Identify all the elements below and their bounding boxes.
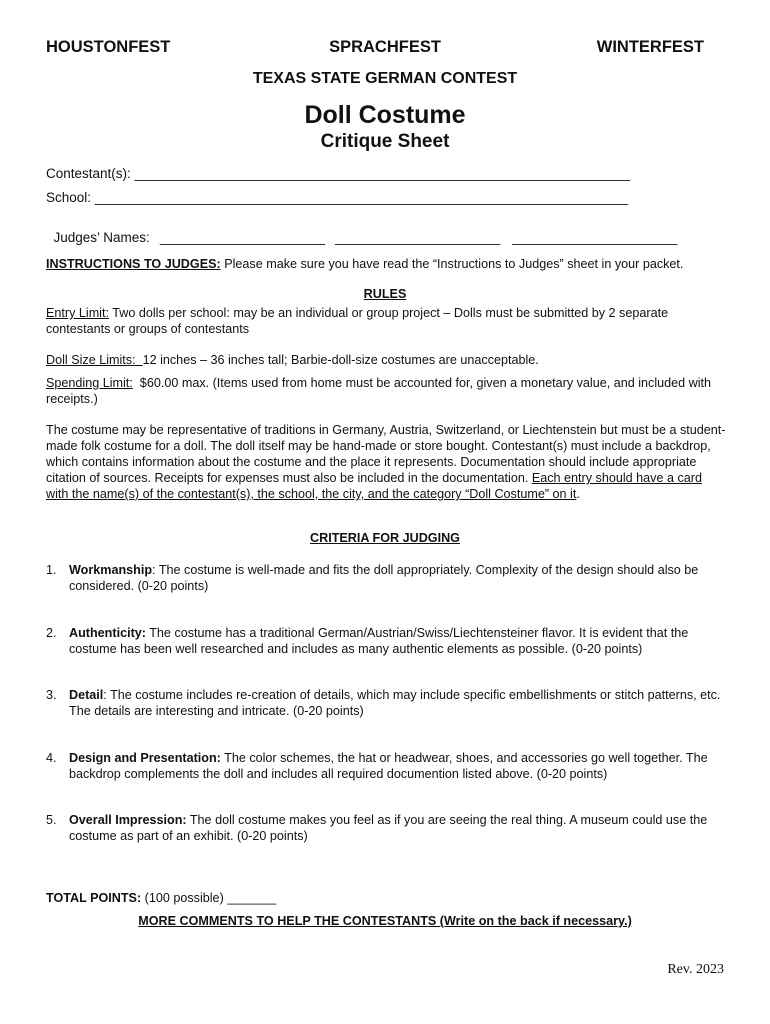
contestants-field[interactable]: Contestant(s): __________________________________________________________________ <box>46 166 631 181</box>
instructions-label: INSTRUCTIONS TO JUDGES: <box>46 257 221 271</box>
school-field[interactable]: School: _______________________________________________________________________ <box>46 190 628 205</box>
page-title: Doll Costume <box>304 101 466 129</box>
header-winterfest: WINTERFEST <box>596 38 704 56</box>
criterion-number: 5. <box>46 813 57 827</box>
rules-description <box>46 422 726 502</box>
header-sprachfest: SPRACHFEST <box>329 38 441 56</box>
criterion-label: Detail <box>69 688 104 702</box>
criterion-text: : The costume includes re-creation of details, which may include specific embellishments or stitch patterns, etc. The details are interesting and intricate. (0-20 points) <box>69 688 721 718</box>
criterion-detail <box>46 687 726 719</box>
judges-names-label: Judges’ Names: <box>53 230 150 245</box>
criterion-label: Authenticity: <box>69 626 146 640</box>
criterion-overall-impression <box>46 812 726 844</box>
entry-limit-label: Entry Limit: <box>46 306 109 320</box>
contest-name: TEXAS STATE GERMAN CONTEST <box>252 70 518 87</box>
rules-heading: RULES <box>363 287 407 301</box>
revision-label: Rev. 2023 <box>667 962 724 977</box>
total-points-field[interactable]: (100 possible) _______ <box>141 891 277 905</box>
spending-limit-label: Spending Limit: <box>46 376 133 390</box>
header-houstonfest: HOUSTONFEST <box>46 38 171 56</box>
rules-description-text: The costume may be representative of traditions in Germany, Austria, Switzerland, or Liechtenstein but must be a student-made folk costume for a doll. The doll itself may be hand-made or store bought. Contestant(s) must include a backdrop, which contains information about the costume and the place it represents. Documentation should include appropriate citation of sources. Receipts for expenses must also be included in the documentation. <box>46 423 726 485</box>
criterion-workmanship <box>46 562 726 594</box>
instructions-text: Please make sure you have read the “Instructions to Judges” sheet in your packet. <box>220 257 684 271</box>
judge-line-2[interactable]: ______________________ <box>335 230 501 245</box>
criterion-text: The costume has a traditional German/Austrian/Swiss/Liechtensteiner flavor. It is evident that the costume has been well researched and includes as many authentic elements as possible. (0-20 points) <box>69 626 689 656</box>
criterion-label: Overall Impression: <box>69 813 187 827</box>
size-limits-text: 12 inches – 36 inches tall; Barbie-doll-size costumes are unacceptable. <box>142 353 539 367</box>
spending-limit-text: $60.00 max. (Items used from home must be accounted for, given a monetary value, and included with receipts.) <box>46 376 715 406</box>
entry-limit <box>46 305 726 337</box>
size-limits-label: Doll Size Limits: <box>46 353 143 367</box>
total-points <box>46 890 726 906</box>
judges-names-row <box>46 215 677 245</box>
card-requirement-end: . <box>576 487 580 501</box>
criterion-text: : The costume is well-made and fits the doll appropriately. Complexity of the design should also be considered. (0-20 points) <box>69 563 699 593</box>
criterion-number: 4. <box>46 751 57 765</box>
entry-limit-text: Two dolls per school: may be an individual or group project – Dolls must be submitted by 2 separate contestants or groups of contestants <box>46 306 669 336</box>
criteria-heading: CRITERIA FOR JUDGING <box>310 531 460 545</box>
judge-line-1[interactable]: ______________________ <box>159 230 325 245</box>
doll-size-limits <box>46 352 726 368</box>
spending-limit <box>46 375 726 407</box>
criterion-number: 1. <box>46 563 57 577</box>
criterion-label: Design and Presentation: <box>69 751 221 765</box>
criterion-authenticity <box>46 625 726 657</box>
criterion-number: 2. <box>46 626 57 640</box>
criterion-number: 3. <box>46 688 57 702</box>
page-subtitle: Critique Sheet <box>320 131 450 152</box>
card-requirement: Each entry should have a card with the name(s) of the contestant(s), the school, the city, and the category “Doll Costume” on it <box>46 471 702 501</box>
criterion-text: The color schemes, the hat or headwear, shoes, and accessories go well together. The backdrop complements the doll and includes all required documention listed above. (0-20 points) <box>69 751 708 781</box>
instructions-to-judges <box>46 256 726 272</box>
criterion-label: Workmanship <box>69 563 153 577</box>
total-points-label: TOTAL POINTS: <box>46 891 142 905</box>
criterion-design-presentation <box>46 750 726 782</box>
criterion-text: The doll costume makes you feel as if you are seeing the real thing. A museum could use the costume as part of an exhibit. (0-20 points) <box>69 813 708 843</box>
judge-line-3[interactable]: ______________________ <box>512 230 678 245</box>
more-comments-heading: MORE COMMENTS TO HELP THE CONTESTANTS (Write on the back if necessary.) <box>138 914 632 928</box>
